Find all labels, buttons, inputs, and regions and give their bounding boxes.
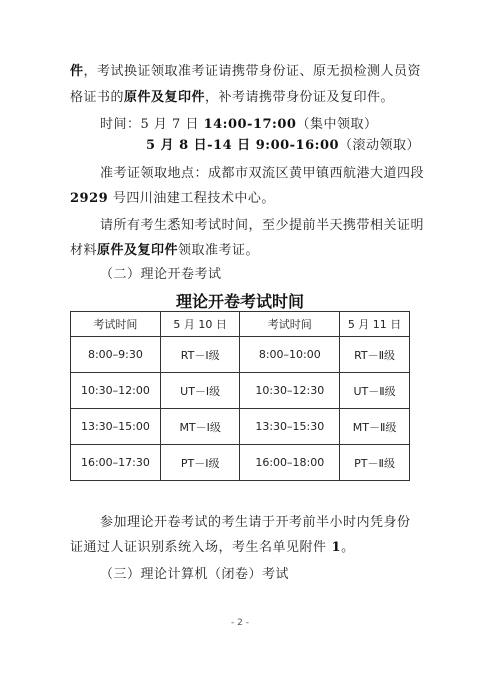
table-cell: RT－Ⅱ级 <box>340 337 410 373</box>
paragraph-line: 参加理论开卷考试的考生请于开考前半小时内凭身份 <box>100 515 411 530</box>
table-row <box>71 409 410 445</box>
paragraph-line <box>70 89 394 107</box>
table-row <box>71 445 410 481</box>
body-text: 领取准考证。 <box>178 243 260 258</box>
body-text: 证通过人证识别系统入场，考生名单见附件 <box>70 540 327 555</box>
table-cell: PT－Ⅰ级 <box>160 445 240 481</box>
bold-text: 14:00-17:00 <box>203 117 297 132</box>
location-line <box>70 190 275 208</box>
bold-text: 9:00-16:00 <box>255 138 340 153</box>
table-cell: 8:00–10:00 <box>240 337 340 373</box>
time-line <box>146 137 420 155</box>
body-text: 格证书的 <box>70 90 125 105</box>
column-header: 5 月 10 日 <box>160 312 240 337</box>
bold-text: 原件及复印件 <box>124 90 206 105</box>
body-text: 材料 <box>70 243 98 258</box>
bold-text: 件 <box>70 64 84 79</box>
table-row <box>71 337 410 373</box>
table-cell: 13:30–15:00 <box>71 409 161 445</box>
column-header: 考试时间 <box>240 312 340 337</box>
column-header: 考试时间 <box>71 312 161 337</box>
table-title: 理论开卷考试时间 <box>175 292 304 311</box>
paragraph-line <box>70 63 421 81</box>
table-header-row <box>71 312 410 337</box>
table-cell: PT－Ⅱ级 <box>340 445 410 481</box>
table-row <box>71 373 410 409</box>
bold-text: 5 月 8 日-14 日 <box>146 138 256 153</box>
bold-text: 1 <box>326 540 342 555</box>
time-line <box>100 116 377 134</box>
bold-text: 原件及复印件 <box>97 243 179 258</box>
notice-line <box>70 242 259 260</box>
section-heading: （三）理论计算机（闭卷）考试 <box>100 567 290 582</box>
page-number: - 2 - <box>231 618 249 628</box>
column-header: 5 月 11 日 <box>340 312 410 337</box>
table-cell: 8:00–9:30 <box>71 337 161 373</box>
notice-line: 请所有考生悉知考试时间，至少提前半天携带相关证明 <box>100 218 425 233</box>
table-cell: 16:00–18:00 <box>240 445 340 481</box>
table-cell: 16:00–17:30 <box>71 445 161 481</box>
paragraph-line <box>70 539 355 557</box>
body-text: 号四川油建工程技术中心。 <box>108 191 275 206</box>
body-text: （滚动领取） <box>339 138 421 153</box>
table-cell: 13:30–15:30 <box>240 409 340 445</box>
table-cell: 10:30–12:30 <box>240 373 340 409</box>
table-cell: UT－Ⅱ级 <box>340 373 410 409</box>
body-text: 时间：5 月 7 日 <box>100 117 204 132</box>
table-cell: UT－Ⅰ级 <box>160 373 240 409</box>
table-cell: 10:30–12:00 <box>71 373 161 409</box>
body-text: ，考试换证领取准考证请携带身份证、原无损检测人员资 <box>83 64 422 79</box>
section-heading: （二）理论开卷考试 <box>100 267 222 282</box>
table-cell: RT－Ⅰ级 <box>160 337 240 373</box>
body-text: ，补考请携带身份证及复印件。 <box>205 90 395 105</box>
exam-schedule-table <box>70 311 410 481</box>
table-cell: MT－Ⅱ级 <box>340 409 410 445</box>
table-cell: MT－Ⅰ级 <box>160 409 240 445</box>
location-line: 准考证领取地点：成都市双流区黄甲镇西航港大道四段 <box>100 166 425 181</box>
body-text: 。 <box>341 540 355 555</box>
body-text: （集中领取） <box>296 117 378 132</box>
bold-text: 2929 <box>70 191 109 206</box>
